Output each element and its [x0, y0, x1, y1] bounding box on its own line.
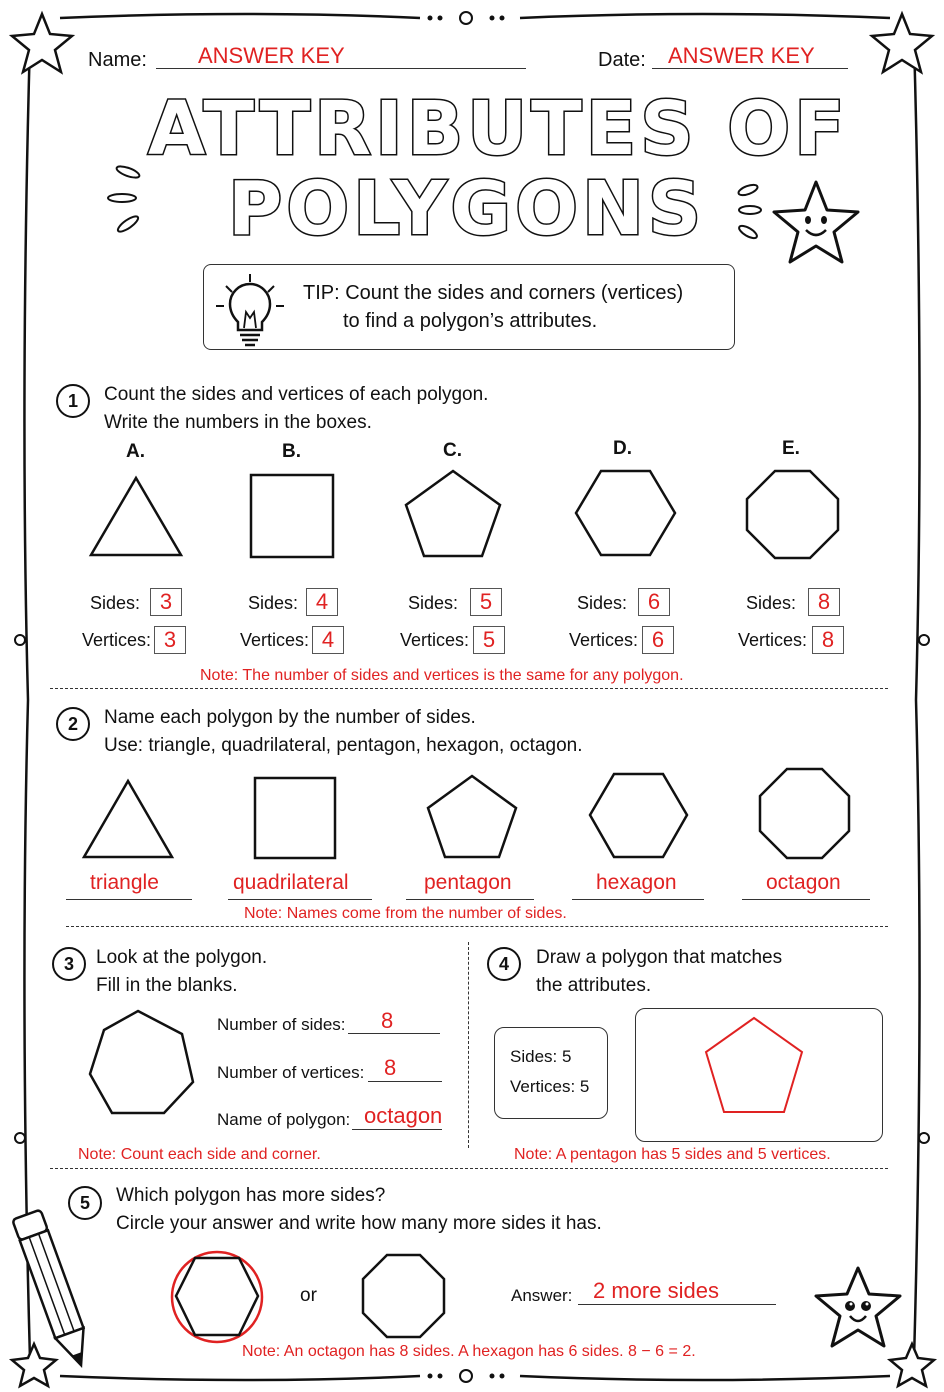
sides-label: Sides: — [248, 593, 299, 613]
q1-letter-b: B. — [282, 441, 301, 462]
answer-line — [578, 1304, 776, 1305]
name-value[interactable]: ANSWER KEY — [198, 43, 345, 68]
q3-vertices-label: Number of vertices: — [217, 1063, 365, 1082]
vertices-box-b[interactable]: 4 — [312, 626, 344, 654]
q4-instruction-2: the attributes. — [536, 975, 652, 996]
vertices-label: Vertices: — [240, 630, 310, 650]
q1-letter-a: A. — [126, 441, 145, 462]
date-value[interactable]: ANSWER KEY — [668, 43, 815, 68]
vertices-box-e[interactable]: 8 — [812, 626, 844, 654]
page-title-line2: POLYGONS — [228, 166, 706, 252]
sides-label: Sides: — [577, 593, 628, 613]
hexagon-shape — [176, 1258, 258, 1335]
question-2-number: 2 — [56, 707, 90, 741]
happy-star-icon — [812, 1262, 906, 1352]
sides-box-b[interactable]: 4 — [306, 588, 338, 616]
sides-box-a[interactable]: 3 — [150, 588, 182, 616]
q2-note: Note: Names come from the number of sides. — [244, 905, 567, 922]
sides-box-c[interactable]: 5 — [470, 588, 502, 616]
name-label: Name: — [88, 49, 147, 71]
question-1-number: 1 — [56, 384, 90, 418]
q2-answer-hexagon[interactable]: hexagon — [596, 871, 677, 894]
octagon-shape — [363, 1255, 444, 1337]
sides-box-e[interactable]: 8 — [808, 588, 840, 616]
question-3-number: 3 — [52, 947, 86, 981]
vertices-box-c[interactable]: 5 — [473, 626, 505, 654]
q5-answer-value[interactable]: 2 more sides — [593, 1278, 719, 1303]
vertices-label: Vertices: — [569, 630, 639, 650]
q4-note: Note: A pentagon has 5 sides and 5 vertices. — [514, 1146, 831, 1163]
q3-vertices-value[interactable]: 8 — [384, 1055, 397, 1080]
pencil-icon — [8, 1200, 98, 1376]
q1-letter-e: E. — [782, 438, 800, 459]
q4-attr-vertices: Vertices: 5 — [510, 1077, 590, 1096]
sides-label: Sides: — [746, 593, 797, 613]
vertices-box-d[interactable]: 6 — [642, 626, 674, 654]
question-5-number: 5 — [68, 1186, 102, 1220]
q3-sides-label: Number of sides: — [217, 1015, 346, 1034]
vertices-label: Vertices: — [400, 630, 470, 650]
q1-instruction-2: Write the numbers in the boxes. — [104, 412, 372, 433]
q3-note: Note: Count each side and corner. — [78, 1146, 321, 1163]
sides-label: Sides: — [408, 593, 459, 613]
q2-answer-pentagon[interactable]: pentagon — [424, 871, 512, 894]
q1-letter-c: C. — [443, 440, 462, 461]
answer-circle — [172, 1252, 262, 1342]
q5-note: Note: An octagon has 8 sides. A hexagon has 6 sides. 8 − 6 = 2. — [242, 1343, 696, 1360]
tip-line1: TIP: Count the sides and corners (vertices) — [303, 282, 684, 304]
page-title-line1: ATTRIBUTES OF — [148, 86, 849, 172]
vertices-box-a[interactable]: 3 — [154, 626, 186, 654]
q2-instruction-2: Use: triangle, quadrilateral, pentagon, hexagon, octagon. — [104, 735, 583, 756]
question-4-number: 4 — [487, 947, 521, 981]
q3-instruction-1: Look at the polygon. — [96, 947, 268, 968]
q3-name-value[interactable]: octagon — [364, 1103, 443, 1128]
sides-box-d[interactable]: 6 — [638, 588, 670, 616]
q2-answer-octagon[interactable]: octagon — [766, 871, 841, 894]
q2-instruction-1: Name each polygon by the number of sides. — [104, 707, 476, 728]
q5-instruction-1: Which polygon has more sides? — [116, 1185, 386, 1206]
vertices-label: Vertices: — [738, 630, 808, 650]
q2-answer-quadrilateral[interactable]: quadrilateral — [233, 871, 349, 894]
tip-line2: to find a polygon’s attributes. — [343, 310, 598, 332]
q3-instruction-2: Fill in the blanks. — [96, 975, 238, 996]
q4-instruction-1: Draw a polygon that matches — [536, 947, 783, 968]
sides-label: Sides: — [90, 593, 141, 613]
q5-or-label: or — [300, 1285, 317, 1306]
q1-letter-d: D. — [613, 438, 632, 459]
vertices-label: Vertices: — [82, 630, 152, 650]
q1-note: Note: The number of sides and vertices is the same for any polygon. — [200, 667, 684, 684]
q3-name-label: Name of polygon: — [217, 1110, 351, 1129]
q5-instruction-2: Circle your answer and write how many more sides it has. — [116, 1213, 602, 1234]
q1-instruction-1: Count the sides and vertices of each polygon. — [104, 384, 489, 405]
q3-sides-value[interactable]: 8 — [381, 1008, 394, 1033]
q4-attr-sides: Sides: 5 — [510, 1047, 572, 1066]
date-label: Date: — [598, 49, 646, 71]
q2-answer-triangle[interactable]: triangle — [90, 871, 159, 894]
q5-answer-label: Answer: — [511, 1286, 573, 1305]
